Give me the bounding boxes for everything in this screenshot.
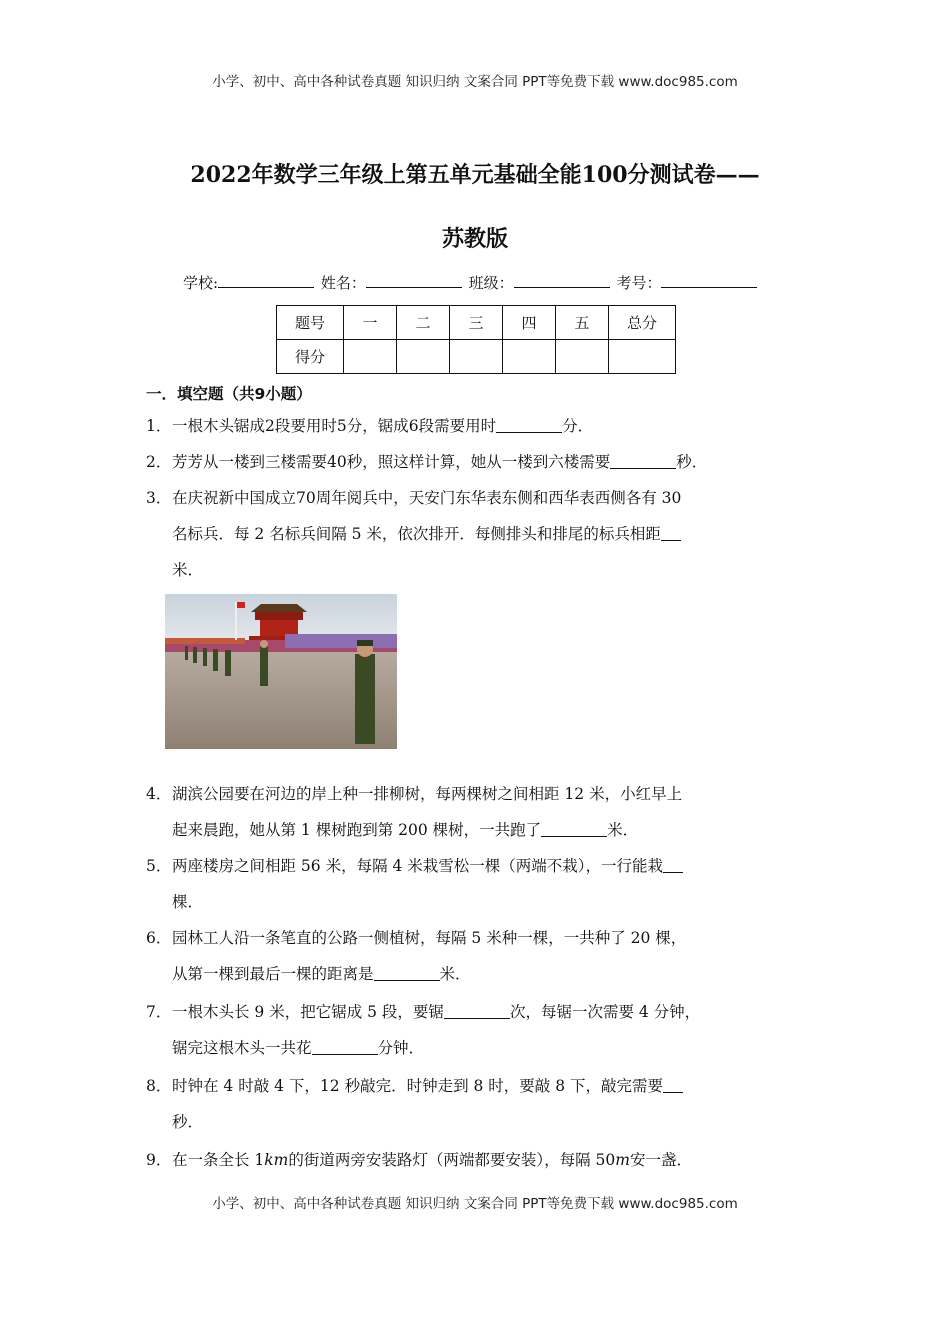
question-3-line-3: 米． [172, 561, 204, 579]
question-number: 5． [146, 857, 172, 875]
answer-blank[interactable] [444, 1002, 510, 1019]
question-text: 园林工人沿一条笔直的公路一侧植树，每隔 5 米种一棵，一共种了 20 棵， [172, 929, 687, 947]
question-text: 名标兵．每 2 名标兵间隔 5 米，依次排开．每侧排头和排尾的标兵相距 [172, 525, 661, 543]
question-text: 一根木头锯成2段要用时5分，锯成6段需要用时 [172, 417, 497, 435]
answer-blank[interactable] [374, 964, 440, 981]
question-5 [146, 848, 683, 884]
score-table-header-row [277, 306, 676, 340]
question-3 [146, 480, 681, 516]
exam-no-label: 考号： [616, 274, 662, 292]
answer-blank[interactable] [663, 856, 683, 873]
question-9 [146, 1142, 692, 1178]
exam-no-blank[interactable] [661, 272, 757, 288]
class-label: 班级： [468, 274, 514, 292]
question-text: 分． [562, 417, 594, 435]
question-text: 在一条全长 1𝑘𝑚的街道两旁安装路灯（两端都要安装），每隔 50𝑚安一盏． [172, 1151, 692, 1169]
score-header-cell: 三 [450, 306, 503, 340]
score-header-cell: 四 [503, 306, 556, 340]
page-footer: 小学、初中、高中各种试卷真题 知识归纳 文案合同 PPT等免费下载 www.doc985.com [212, 1196, 738, 1212]
question-number: 9． [146, 1151, 172, 1169]
school-label: 学校: [183, 274, 219, 292]
score-table-score-row [277, 340, 676, 374]
parade-photo-illustration [165, 594, 397, 749]
question-8 [146, 1068, 683, 1104]
score-table [276, 305, 676, 374]
question-text: 芳芳从一楼到三楼需要40秒，照这样计算，她从一楼到六楼需要 [172, 453, 611, 471]
class-blank[interactable] [514, 272, 610, 288]
question-number: 6． [146, 929, 172, 947]
question-text: 次，每锯一次需要 4 分钟， [509, 1003, 701, 1021]
question-text: 米． [607, 821, 639, 839]
question-8-line-2: 秒． [172, 1113, 204, 1131]
score-cell[interactable] [609, 340, 676, 374]
question-text: 米． [439, 965, 471, 983]
answer-blank[interactable] [496, 416, 562, 433]
score-row-label: 得分 [277, 340, 344, 374]
score-header-cell: 五 [556, 306, 609, 340]
question-number: 2． [146, 453, 172, 471]
answer-blank[interactable] [312, 1038, 378, 1055]
question-5-line-2: 棵． [172, 893, 204, 911]
question-1 [146, 408, 593, 444]
student-info-row [183, 272, 759, 293]
section-title: 一．填空题（共9小题） [146, 385, 312, 403]
score-cell[interactable] [556, 340, 609, 374]
question-number: 3． [146, 489, 172, 507]
page-subtitle: 苏教版 [441, 226, 508, 252]
question-number: 1． [146, 417, 172, 435]
question-number: 4． [146, 785, 172, 803]
question-number: 8． [146, 1077, 172, 1095]
question-text: 锯完这根木头一共花 [172, 1039, 312, 1057]
answer-blank[interactable] [541, 820, 607, 837]
score-cell[interactable] [397, 340, 450, 374]
question-text: 在庆祝新中国成立70周年阅兵中，天安门东华表东侧和西华表西侧各有 30 [172, 489, 682, 507]
question-text: 起来晨跑，她从第 1 棵树跑到第 200 棵树，一共跑了 [172, 821, 542, 839]
question-text: 从第一棵到最后一棵的距离是 [172, 965, 374, 983]
score-header-cell: 题号 [277, 306, 344, 340]
question-text: 湖滨公园要在河边的岸上种一排柳树，每两棵树之间相距 12 米，小红早上 [172, 785, 683, 803]
question-text: 两座楼房之间相距 56 米，每隔 4 米栽雪松一棵（两端不栽），一行能栽 [172, 857, 664, 875]
name-blank[interactable] [366, 272, 462, 288]
score-cell[interactable] [450, 340, 503, 374]
score-cell[interactable] [503, 340, 556, 374]
question-7 [146, 994, 700, 1030]
question-number: 7． [146, 1003, 172, 1021]
question-text: 时钟在 4 时敲 4 下，12 秒敲完．时钟走到 8 时，要敲 8 下，敲完需要 [172, 1077, 664, 1095]
question-6-line-2 [172, 956, 471, 992]
question-text: 一根木头长 9 米，把它锯成 5 段，要锯 [172, 1003, 444, 1021]
answer-blank[interactable] [610, 452, 676, 469]
answer-blank[interactable] [661, 524, 681, 541]
question-2 [146, 444, 707, 480]
page-title: 2022年数学三年级上第五单元基础全能100分测试卷—— [190, 162, 760, 188]
question-4 [146, 776, 682, 812]
school-blank[interactable] [218, 272, 314, 288]
answer-blank[interactable] [663, 1076, 683, 1093]
question-4-line-2 [172, 812, 638, 848]
page-header: 小学、初中、高中各种试卷真题 知识归纳 文案合同 PPT等免费下载 www.doc985.com [212, 74, 738, 90]
name-label: 姓名： [320, 274, 366, 292]
question-text: 秒． [676, 453, 708, 471]
question-text: 分钟． [377, 1039, 425, 1057]
score-cell[interactable] [344, 340, 397, 374]
parade-photo [165, 594, 397, 749]
score-header-cell: 二 [397, 306, 450, 340]
score-header-cell: 一 [344, 306, 397, 340]
question-3-line-2 [172, 516, 681, 552]
score-header-cell: 总分 [609, 306, 676, 340]
question-7-line-2 [172, 1030, 424, 1066]
question-6 [146, 920, 686, 956]
